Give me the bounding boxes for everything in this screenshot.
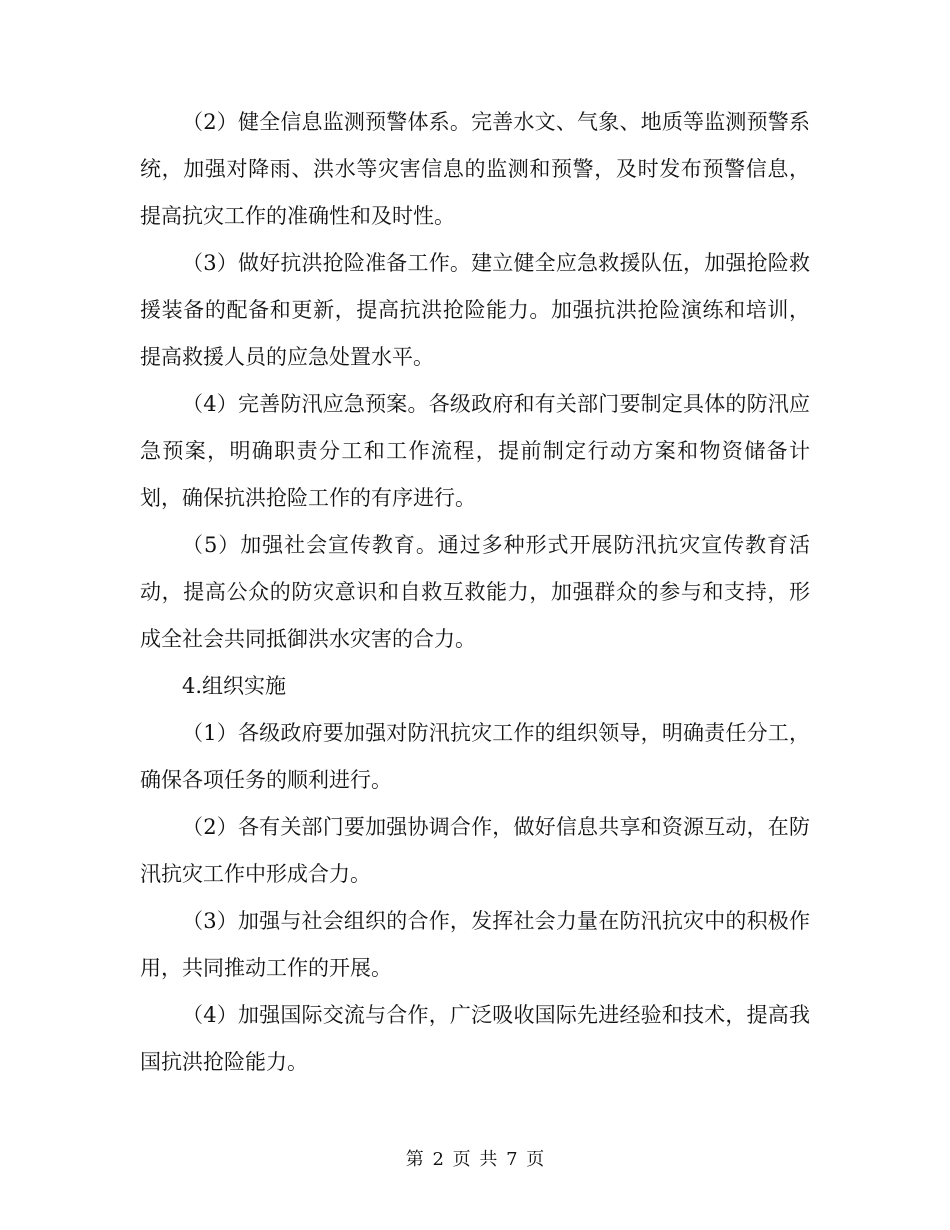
paragraph-government-leadership: （1）各级政府要加强对防汛抗灾工作的组织领导，明确责任分工，确保各项任务的顺利进行。: [140, 721, 810, 792]
paragraph-flood-preparation: （3）做好抗洪抢险准备工作。建立健全应急救援队伍，加强抢险救援装备的配备和更新，提高抗洪抢险能力。加强抗洪抢险演练和培训，提高救援人员的应急处置水平。: [140, 251, 810, 369]
paragraph-emergency-plan: （4）完善防汛应急预案。各级政府和有关部门要制定具体的防汛应急预案，明确职责分工和工作流程，提前制定行动方案和物资储备计划，确保抗洪抢险工作的有序进行。: [140, 392, 810, 510]
document-body: [140, 99, 810, 1086]
paragraph-monitoring-warning: （2）健全信息监测预警体系。完善水文、气象、地质等监测预警系统，加强对降雨、洪水等灾害信息的监测和预警，及时发布预警信息，提高抗灾工作的准确性和及时性。: [140, 110, 810, 228]
paragraph-public-education: （5）加强社会宣传教育。通过多种形式开展防汛抗灾宣传教育活动，提高公众的防灾意识和自救互救能力，加强群众的参与和支持，形成全社会共同抵御洪水灾害的合力。: [140, 533, 810, 651]
section-heading-implementation: 4.组织实施: [182, 674, 287, 698]
paragraph-department-coordination: （2）各有关部门要加强协调合作，做好信息共享和资源互动，在防汛抗灾工作中形成合力。: [140, 815, 810, 886]
paragraph-international-cooperation: （4）加强国际交流与合作，广泛吸收国际先进经验和技术，提高我国抗洪抢险能力。: [140, 1003, 810, 1074]
paragraph-social-cooperation: （3）加强与社会组织的合作，发挥社会力量在防汛抗灾中的积极作用，共同推动工作的开展。: [140, 909, 810, 980]
page-number-footer: 第 2 页 共 7 页: [405, 1149, 545, 1170]
